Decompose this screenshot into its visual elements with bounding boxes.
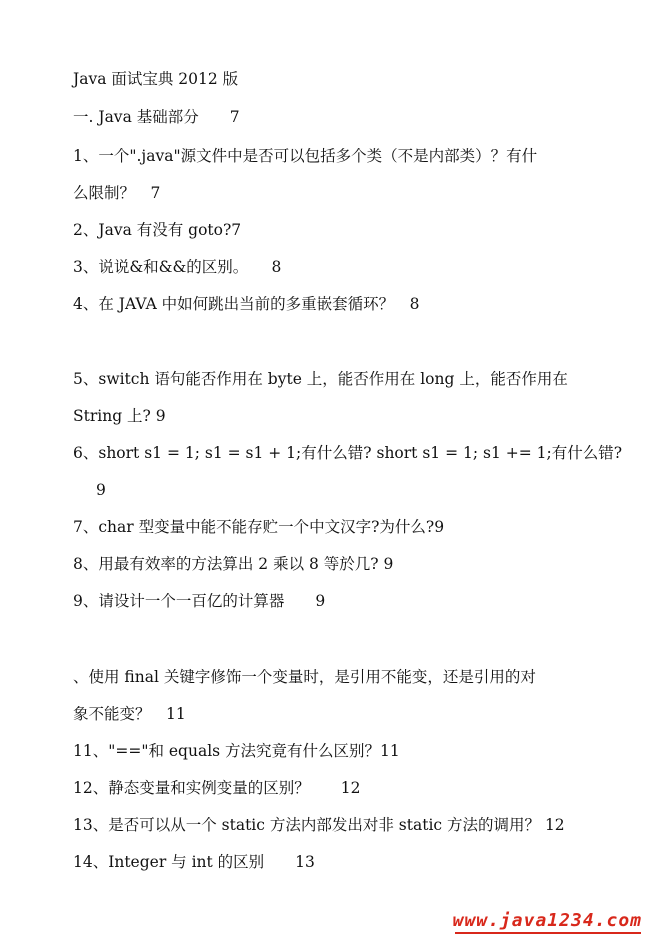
toc-item-13: 13、是否可以从一个 static 方法内部发出对非 static 方法的调用？ 12 (73, 816, 565, 834)
document-title: Java 面试宝典 2012 版 (73, 70, 239, 88)
toc-item-8: 8、用最有效率的方法算出 2 乘以 8 等於几? 9 (73, 555, 394, 573)
section-heading: 一. Java 基础部分 7 (73, 108, 240, 126)
toc-item-14: 14、Integer 与 int 的区别 13 (73, 853, 315, 871)
toc-item-7: 7、char 型变量中能不能存贮一个中文汉字?为什么?9 (73, 518, 445, 536)
toc-item-5-cont: String 上? 9 (73, 407, 166, 425)
toc-item-10: 、使用 final 关键字修饰一个变量时，是引用不能变，还是引用的对 (73, 668, 536, 686)
toc-item-6-cont: 9 (96, 481, 106, 499)
toc-item-6: 6、short s1 = 1; s1 = s1 + 1;有什么错? short s1 = 1; s1 += 1;有什么错? (73, 444, 623, 462)
toc-item-11: 11、"=="和 equals 方法究竟有什么区别？11 (73, 742, 400, 760)
toc-item-9: 9、请设计一个一百亿的计算器 9 (73, 592, 326, 610)
toc-item-10-cont: 象不能变？ 11 (73, 705, 186, 723)
toc-item-1-cont: 么限制？ 7 (73, 184, 161, 202)
site-watermark: www.java1234.com (452, 910, 642, 931)
toc-item-1: 1、一个".java"源文件中是否可以包括多个类（不是内部类）？有什 (73, 147, 538, 165)
toc-item-5: 5、switch 语句能否作用在 byte 上，能否作用在 long 上，能否作用在 (73, 370, 568, 388)
toc-item-12: 12、静态变量和实例变量的区别？ 12 (73, 779, 361, 797)
toc-item-4: 4、在 JAVA 中如何跳出当前的多重嵌套循环？ 8 (73, 295, 420, 313)
watermark-underline (455, 932, 641, 934)
toc-item-2: 2、Java 有没有 goto?7 (73, 221, 242, 239)
toc-item-3: 3、说说&和&&的区别。 8 (73, 258, 282, 276)
